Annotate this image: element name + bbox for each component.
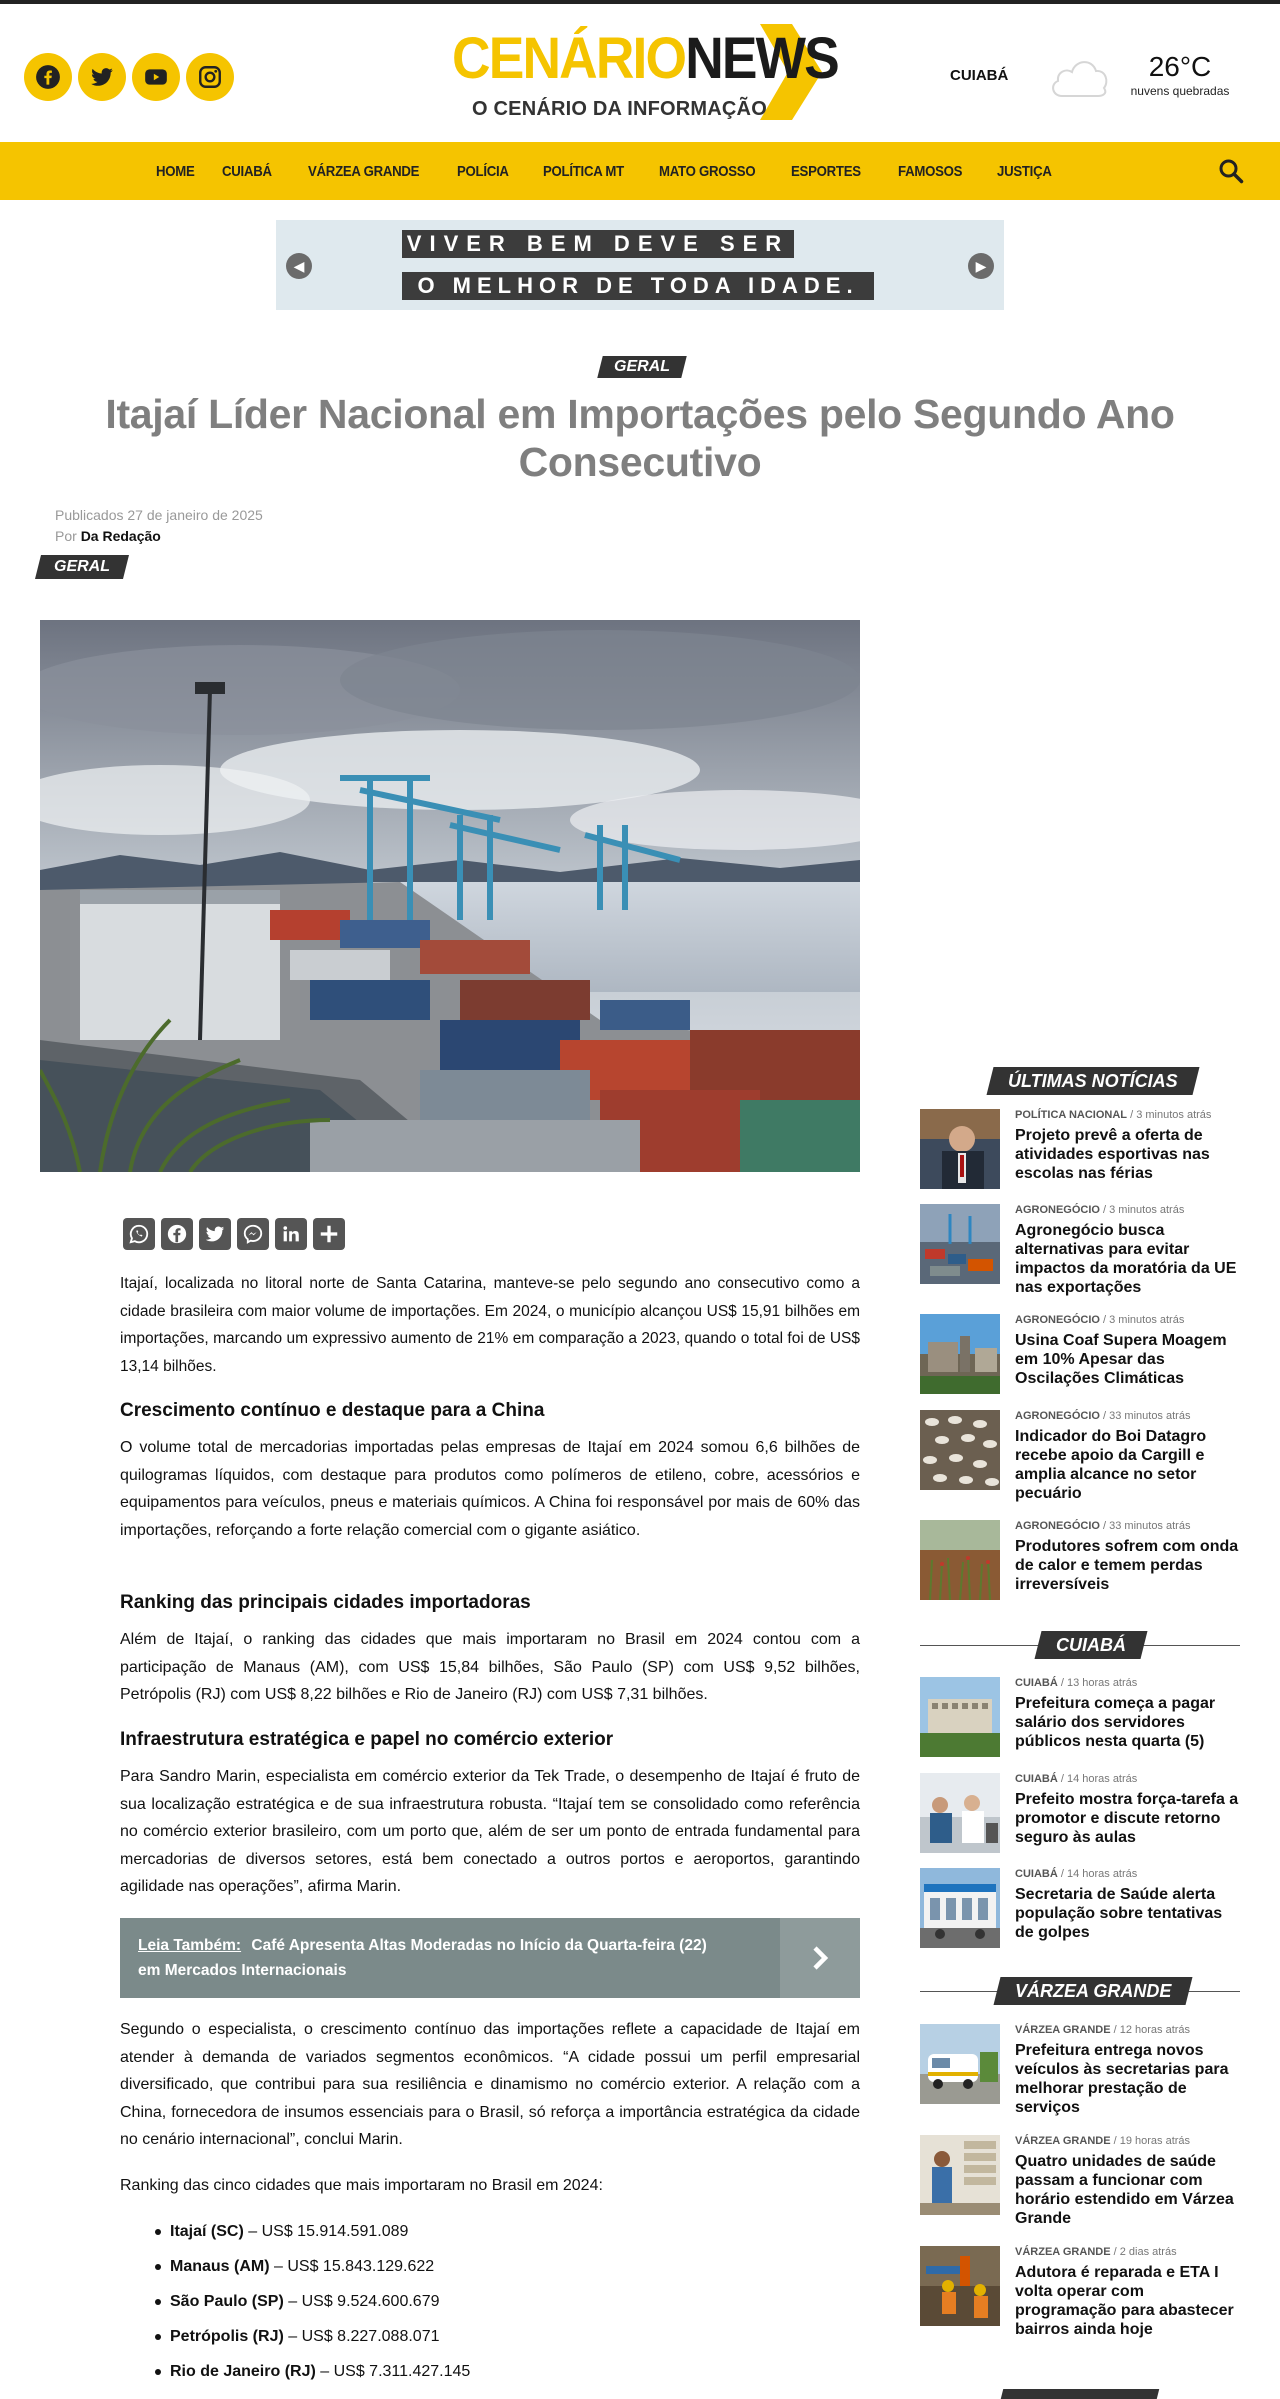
ranking-value: – US$ 9.524.600.679: [288, 2292, 440, 2310]
news-time: 3 minutos atrás: [1109, 1314, 1185, 1326]
cuiaba-section-header: [920, 1631, 1240, 1659]
news-time: 13 horas atrás: [1066, 1677, 1138, 1689]
read-also-label: Leia Também:: [138, 1937, 242, 1954]
category-badge-top[interactable]: [597, 356, 686, 378]
nav-item-politica-mt[interactable]: POLÍTICA MT: [543, 162, 625, 180]
article-paragraph-3: Além de Itajaí, o ranking das cidades que mais importaram no Brasil em 2024 contou com a participação de Manaus (AM), com US$ 15,84 bilhões, São Paulo (SP) com US$ 9,52 bilhões, Petrópolis (RJ) com US$ 8,22 bilhões e Rio de Janeiro (RJ) com US$ 7,31 bilhões.: [120, 1631, 860, 1703]
article-subheading-1: Crescimento contínuo e destaque para a China: [120, 1400, 545, 1421]
read-also-text: [138, 1933, 728, 1983]
news-thumbnail: [920, 1314, 1000, 1394]
ranking-city: Manaus (AM): [170, 2257, 270, 2275]
news-time: 19 horas atrás: [1119, 2135, 1191, 2147]
ranking-item: [120, 2249, 860, 2284]
news-meta: VÁRZEA GRANDE / 19 horas atrás: [1015, 2135, 1191, 2147]
news-category: AGRONEGÓCIO: [1015, 1520, 1100, 1532]
news-thumbnail: [920, 2024, 1000, 2104]
latest-news-title-badge: [987, 1067, 1200, 1095]
news-category: VÁRZEA GRANDE: [1015, 2024, 1111, 2036]
linkedin-icon[interactable]: [275, 1218, 307, 1250]
news-title: Prefeitura começa a pagar salário dos servidores públicos nesta quarta (5): [1015, 1695, 1216, 1750]
instagram-icon[interactable]: [186, 53, 234, 101]
news-category: AGRONEGÓCIO: [1015, 1314, 1100, 1326]
news-thumbnail: [920, 1204, 1000, 1284]
ranking-item: [120, 2214, 860, 2249]
banner-next-icon[interactable]: ▶: [968, 253, 994, 279]
nav-item-esportes[interactable]: ESPORTES: [790, 162, 861, 180]
weather-temperature: 26°C: [1148, 51, 1212, 82]
article-author[interactable]: Da Redação: [80, 528, 161, 544]
news-thumbnail: [920, 2135, 1000, 2215]
news-time: 2 dias atrás: [1119, 2246, 1177, 2258]
latest-news-title: ÚLTIMAS NOTÍCIAS: [1008, 1071, 1178, 1091]
ranking-item: [120, 2284, 860, 2319]
news-category: CUIABÁ: [1015, 1773, 1058, 1785]
news-time: 3 minutos atrás: [1136, 1109, 1212, 1121]
news-thumbnail: [920, 1520, 1000, 1600]
news-thumbnail: [920, 1868, 1000, 1948]
weather-condition: nuvens quebradas: [1130, 84, 1230, 98]
article-paragraph-1: Itajaí, localizada no litoral norte de Santa Catarina, manteve-se pelo segundo ano consecutivo como a cidade brasileira com maior volume de importações. Em 2024, o município alcançou US$ 15,91 bilhões em importações, marcando um expressivo aumento de 21% em comparação a 2023, quando o total foi de US$ 13,14 bilhões.: [120, 1275, 860, 1375]
ranking-city: Rio de Janeiro (RJ): [170, 2362, 316, 2380]
twitter-icon[interactable]: [78, 53, 126, 101]
logo-wordmark: [452, 26, 838, 91]
main-nav: [0, 142, 1280, 200]
news-thumbnail: [920, 1109, 1000, 1189]
ranking-city: São Paulo (SP): [170, 2292, 284, 2310]
cuiaba-section-title: CUIABÁ: [1056, 1635, 1126, 1655]
news-time: 3 minutos atrás: [1109, 1204, 1185, 1216]
news-meta: CUIABÁ / 14 horas atrás: [1015, 1868, 1138, 1880]
news-title: Secretaria de Saúde alerta população sobre tentativas de golpes: [1015, 1886, 1223, 1941]
news-thumbnail: [920, 1410, 1000, 1490]
news-meta: POLÍTICA NACIONAL / 3 minutos atrás: [1015, 1109, 1212, 1121]
nav-item-famosos[interactable]: FAMOSOS: [898, 162, 963, 180]
ranking-city: Itajaí (SC): [170, 2222, 244, 2240]
news-category: VÁRZEA GRANDE: [1015, 2135, 1111, 2147]
news-thumbnail: [920, 1773, 1000, 1853]
ranking-city: Petrópolis (RJ): [170, 2327, 284, 2345]
news-title: Indicador do Boi Datagro recebe apoio da Cargill e amplia alcance no setor pecuário: [1015, 1428, 1207, 1502]
cuiaba-title-badge: [1035, 1631, 1148, 1659]
article-title: Itajaí Líder Nacional em Importações pelo Segundo Ano Consecutivo: [105, 391, 1175, 485]
banner-line-1: VIVER BEM DEVE SER: [402, 230, 794, 258]
article-paragraph-6: Ranking das cinco cidades que mais importaram no Brasil em 2024:: [120, 2177, 603, 2194]
nav-item-policia[interactable]: POLÍCIA: [456, 162, 509, 180]
news-thumbnail: [920, 1677, 1000, 1757]
news-category: AGRONEGÓCIO: [1015, 1204, 1100, 1216]
nav-item-cuiaba[interactable]: CUIABÁ: [221, 162, 272, 180]
article-subheading-2: Ranking das principais cidades importadoras: [120, 1592, 531, 1613]
article-paragraph-2: O volume total de mercadorias importadas pelas empresas de Itajaí em 2024 somou 6,6 bilhões de quilogramas líquidos, com destaque para produtos como polímeros de etileno, cobre, acessórios e equipamentos para veículos, pneus e materiais químicos. A China foi responsável por mais de 60% das importações, reforçando a forte relação comercial com o gigante asiático.: [120, 1439, 860, 1539]
messenger-icon[interactable]: [237, 1218, 269, 1250]
latest-news-header: [920, 1067, 1240, 1095]
category-tag[interactable]: [35, 555, 129, 579]
ranking-item: [120, 2319, 860, 2354]
facebook-icon[interactable]: [24, 53, 72, 101]
news-category: VÁRZEA GRANDE: [1015, 2246, 1111, 2258]
site-header: [0, 4, 1280, 142]
share-icon[interactable]: [313, 1218, 345, 1250]
article-paragraph-5: Segundo o especialista, o crescimento contínuo das importações reflete a capacidade de Itajaí em atender à demanda de variados segmentos econômicos. “A cidade possui um perfil empresarial diversificado, que contribui para sua resiliência e dinamismo no comércio exterior. A relação com a China, fornecedora de insumos essenciais para o Brasil, só reforça a importância estratégica da cidade no cenário internacional”, conclui Marin.: [120, 2021, 860, 2148]
chevron-right-icon[interactable]: [780, 1918, 860, 1998]
facebook-share-icon[interactable]: [161, 1218, 193, 1250]
nav-item-home[interactable]: HOME: [156, 162, 195, 180]
ranking-item: [120, 2354, 860, 2389]
twitter-share-icon[interactable]: [199, 1218, 231, 1250]
news-title: Usina Coaf Supera Moagem em 10% Apesar das Oscilações Climáticas: [1015, 1332, 1227, 1387]
news-title: Agronegócio busca alternativas para evitar impactos da moratória da UE nas exportações: [1015, 1222, 1237, 1296]
news-meta: AGRONEGÓCIO / 33 minutos atrás: [1015, 1520, 1191, 1532]
varzea-section-header: [920, 1977, 1240, 2005]
ad-banner[interactable]: [276, 220, 1004, 310]
weather-city: CUIABÁ: [950, 67, 1009, 84]
article-byline: [55, 528, 161, 544]
news-category: CUIABÁ: [1015, 1868, 1058, 1880]
varzea-section-title: VÁRZEA GRANDE: [1015, 1981, 1172, 2001]
banner-prev-icon[interactable]: ◀: [286, 253, 312, 279]
news-category: CUIABÁ: [1015, 1677, 1058, 1689]
news-meta: CUIABÁ / 13 horas atrás: [1015, 1677, 1138, 1689]
ranking-value: – US$ 15.843.129.622: [274, 2257, 435, 2275]
news-time: 33 minutos atrás: [1109, 1410, 1191, 1422]
cloud-icon: [1048, 52, 1110, 100]
share-bar: [123, 1218, 345, 1250]
nav-item-justica[interactable]: JUSTIÇA: [997, 162, 1052, 180]
logo-tagline: O CENÁRIO DA INFORMAÇÃO: [472, 98, 767, 120]
news-meta: AGRONEGÓCIO / 3 minutos atrás: [1015, 1204, 1185, 1216]
news-meta: VÁRZEA GRANDE / 2 dias atrás: [1015, 2246, 1177, 2258]
news-title: Prefeitura entrega novos veículos às secretarias para melhorar prestação de serviços: [1015, 2042, 1229, 2116]
banner-line-2: O MELHOR DE TODA IDADE.: [402, 272, 874, 300]
logo-part-1: CENÁRIO: [452, 26, 686, 91]
category-badge-top-label: GERAL: [614, 358, 670, 375]
read-also-title: Café Apresenta Altas Moderadas no Início da Quarta-feira (22) em Mercados Internacionais: [138, 1937, 707, 1979]
news-category: AGRONEGÓCIO: [1015, 1410, 1100, 1422]
varzea-title-badge: [994, 1977, 1193, 2005]
ranking-value: – US$ 8.227.088.071: [288, 2327, 440, 2345]
byline-label: Por: [55, 528, 77, 544]
nav-item-mato-grosso[interactable]: MATO GROSSO: [659, 162, 756, 180]
news-title: Produtores sofrem com onda de calor e temem perdas irreversíveis: [1015, 1538, 1239, 1593]
youtube-icon[interactable]: [132, 53, 180, 101]
news-meta: AGRONEGÓCIO / 3 minutos atrás: [1015, 1314, 1185, 1326]
news-time: 33 minutos atrás: [1109, 1520, 1191, 1532]
news-meta: VÁRZEA GRANDE / 12 horas atrás: [1015, 2024, 1191, 2036]
news-title: Prefeito mostra força-tarefa a promotor e discute retorno seguro às aulas: [1015, 1791, 1239, 1846]
search-icon[interactable]: [1218, 158, 1244, 184]
news-time: 14 horas atrás: [1066, 1868, 1138, 1880]
ranking-value: – US$ 15.914.591.089: [248, 2222, 409, 2240]
ranking-list: [120, 2214, 860, 2389]
news-category: POLÍTICA NACIONAL: [1015, 1109, 1128, 1121]
article-subheading-3: Infraestrutura estratégica e papel no comércio exterior: [120, 1729, 614, 1750]
ranking-value: – US$ 7.311.427.145: [320, 2362, 471, 2380]
news-thumbnail: [920, 2246, 1000, 2326]
article-paragraph-4: Para Sandro Marin, especialista em comércio exterior da Tek Trade, o desempenho de Itajaí é fruto de sua localização estratégica e de sua infraestrutura robusta. “Itajaí tem se consolidado como referência no comércio exterior brasileiro, com um porto que, além de ser um ponto de entrada fundamental para mercadorias de diversos setores, está bem conectado a outros portos e aeroportos, garantindo agilidade nas operações”, afirma Marin.: [120, 1768, 860, 1895]
news-meta: AGRONEGÓCIO / 33 minutos atrás: [1015, 1410, 1191, 1422]
whatsapp-icon[interactable]: [123, 1218, 155, 1250]
news-title: Adutora é reparada e ETA I volta operar com programação para abastecer bairros ainda hoje: [1015, 2264, 1234, 2338]
site-logo[interactable]: [452, 24, 838, 128]
article-published-date: Publicados 27 de janeiro de 2025: [55, 507, 263, 523]
article-hero-image: [40, 620, 860, 1172]
news-time: 14 horas atrás: [1066, 1773, 1138, 1785]
news-time: 12 horas atrás: [1119, 2024, 1191, 2036]
next-section-badge: [1001, 2389, 1159, 2399]
nav-menu: [156, 142, 1076, 200]
category-tag-label: GERAL: [54, 558, 110, 575]
read-also-box[interactable]: [120, 1918, 860, 1998]
news-title: Quatro unidades de saúde passam a funcionar com horário estendido em Várzea Grande: [1015, 2153, 1234, 2227]
news-meta: CUIABÁ / 14 horas atrás: [1015, 1773, 1138, 1785]
news-title: Projeto prevê a oferta de atividades esportivas nas escolas nas férias: [1015, 1127, 1210, 1182]
article-body: [120, 1270, 860, 2389]
social-links: [24, 53, 234, 101]
nav-item-varzea-grande[interactable]: VÁRZEA GRANDE: [308, 162, 420, 180]
logo-part-2: NEWS: [685, 26, 838, 91]
